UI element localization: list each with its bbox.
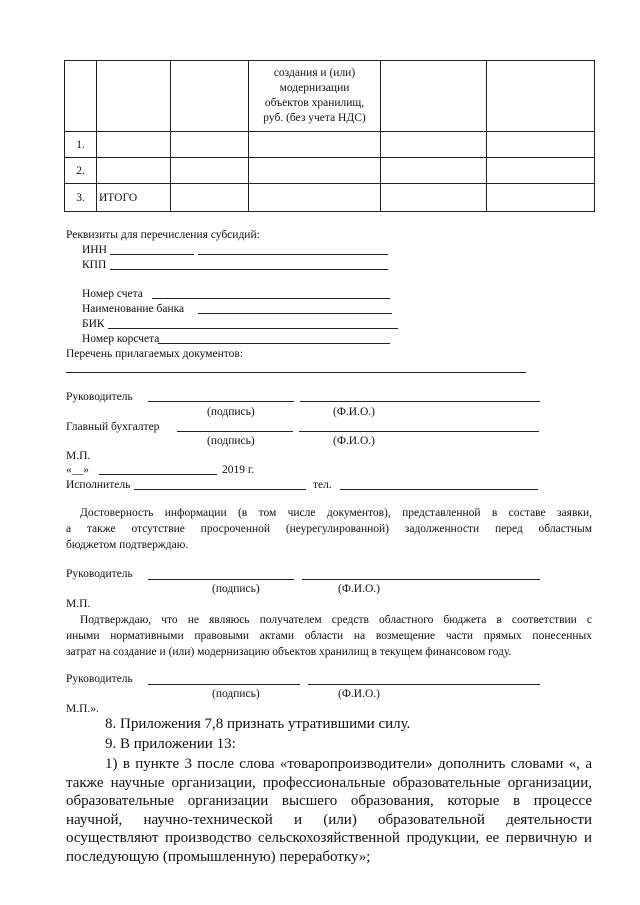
text-line: последующую (промышленную) переработку»;: [66, 848, 371, 865]
header-line: руб. (без учета НДС): [263, 112, 366, 124]
table-header-row: [65, 61, 595, 132]
item-8: 8. Приложения 7,8 признать утратившими силу.: [105, 716, 411, 732]
tel-line: [340, 488, 538, 490]
head-fio-line: [300, 400, 540, 402]
head-sign-line: [148, 683, 300, 685]
row-number: 1.: [65, 132, 97, 158]
table-cell: [171, 158, 249, 184]
sign-caption: (подпись): [212, 688, 260, 700]
text-line: Подтверждаю, что не являюсь получателем средств областного бюджета в соответствии с: [80, 614, 592, 626]
table-cell: [65, 61, 97, 132]
executor-label: Исполнитель: [66, 479, 131, 491]
accountant-sign-line: [177, 430, 293, 432]
requisites-heading: Реквизиты для перечисления субсидий:: [66, 229, 260, 241]
corr-account-label: Номер корсчета: [82, 333, 160, 345]
text-line: иными нормативными правовыми актами области на возмещение части прямых понесенных: [66, 630, 592, 642]
row-number: 3.: [65, 184, 97, 212]
table-row: [65, 158, 595, 184]
item-9: 9. В приложении 13:: [105, 736, 236, 752]
seal-mark: М.П.».: [66, 703, 99, 715]
head-sign-line: [148, 400, 294, 402]
account-label: Номер счета: [82, 288, 143, 300]
row-label: [97, 132, 171, 158]
head-label: Руководитель: [66, 391, 133, 403]
amendment-paragraph: [66, 755, 592, 867]
header-line: объектов хранилищ,: [264, 97, 365, 109]
table-row: [65, 132, 595, 158]
seal-mark: М.П.: [66, 598, 91, 610]
tel-label: тел.: [313, 479, 332, 491]
bank-line: [198, 312, 392, 314]
table-cell: [171, 61, 249, 132]
table-cell: [249, 132, 381, 158]
table-cell: [487, 132, 595, 158]
inn-line-2: [198, 253, 388, 255]
fio-caption: (Ф.И.О.): [338, 583, 380, 595]
date-year: 2019 г.: [222, 464, 255, 476]
accountant-fio-line: [299, 430, 539, 432]
kpp-line: [110, 268, 388, 270]
table-header-cell: [249, 61, 381, 132]
sign-caption: (подпись): [212, 583, 260, 595]
fio-caption: (Ф.И.О.): [333, 435, 375, 447]
table-cell: [249, 184, 381, 212]
inn-line-1: [110, 253, 194, 255]
table-cell: [487, 158, 595, 184]
bik-line: [108, 327, 398, 329]
head-fio-line: [308, 683, 540, 685]
confirmation-paragraph-1: [66, 505, 592, 553]
head-fio-line: [302, 578, 540, 580]
text-line: Достоверность информации (в том числе документов), представленной в составе заявки,: [80, 507, 592, 519]
table-cell: [381, 132, 487, 158]
inn-label: ИНН: [82, 244, 107, 256]
docs-list-label: Перечень прилагаемых документов:: [66, 348, 244, 360]
text-line: образовательные организации высшего образования, которые в процессе: [66, 793, 592, 810]
head-label: Руководитель: [66, 673, 133, 685]
text-line: бюджетом подтверждаю.: [66, 539, 189, 551]
table-cell: [97, 61, 171, 132]
fio-caption: (Ф.И.О.): [338, 688, 380, 700]
executor-line: [134, 488, 306, 490]
bik-label: БИК: [82, 318, 105, 330]
head-sign-line: [148, 578, 294, 580]
accountant-label: Главный бухгалтер: [66, 421, 160, 433]
seal-mark: М.П.: [66, 450, 91, 462]
text-line: а также отсутствие просроченной (неурегулированной) задолженности перед областным: [66, 523, 592, 535]
date-line: [99, 473, 217, 475]
bank-label: Наименование банка: [82, 303, 185, 315]
sign-caption: (подпись): [207, 406, 255, 418]
row-label: [97, 158, 171, 184]
header-line: модернизации: [279, 82, 350, 94]
table-cell: [381, 184, 487, 212]
date-quote: «__»: [66, 464, 89, 476]
table-cell: [487, 61, 595, 132]
text-line: также научные организации, профессиональные образовательные организации,: [66, 774, 592, 791]
table-cell: [171, 184, 249, 212]
docs-list-line: [66, 371, 526, 373]
confirmation-paragraph-2: [66, 612, 592, 660]
corr-account-line: [158, 342, 390, 344]
row-label: ИТОГО: [97, 184, 171, 212]
table-cell: [171, 132, 249, 158]
table-cell: [487, 184, 595, 212]
kpp-label: КПП: [82, 259, 107, 271]
sign-caption: (подпись): [207, 435, 255, 447]
table-cell: [249, 158, 381, 184]
text-line: научной, научно-технической и (или) образовательной деятельности: [66, 811, 592, 828]
row-number: 2.: [65, 158, 97, 184]
text-line: осуществляют производство сельскохозяйственной продукции, ее первичную и: [66, 830, 592, 847]
text-line: 1) в пункте 3 после слова «товаропроизводители» дополнить словами «, а: [105, 756, 592, 772]
table-cell: [381, 158, 487, 184]
head-label: Руководитель: [66, 568, 133, 580]
subsidy-table: [64, 60, 595, 212]
header-line: создания и (или): [273, 67, 356, 79]
table-cell: [381, 61, 487, 132]
fio-caption: (Ф.И.О.): [333, 406, 375, 418]
table-row-total: [65, 184, 595, 212]
account-line: [152, 297, 390, 299]
text-line: затрат на создание и (или) модернизацию объектов хранилищ в текущем финансовом году.: [66, 646, 512, 658]
